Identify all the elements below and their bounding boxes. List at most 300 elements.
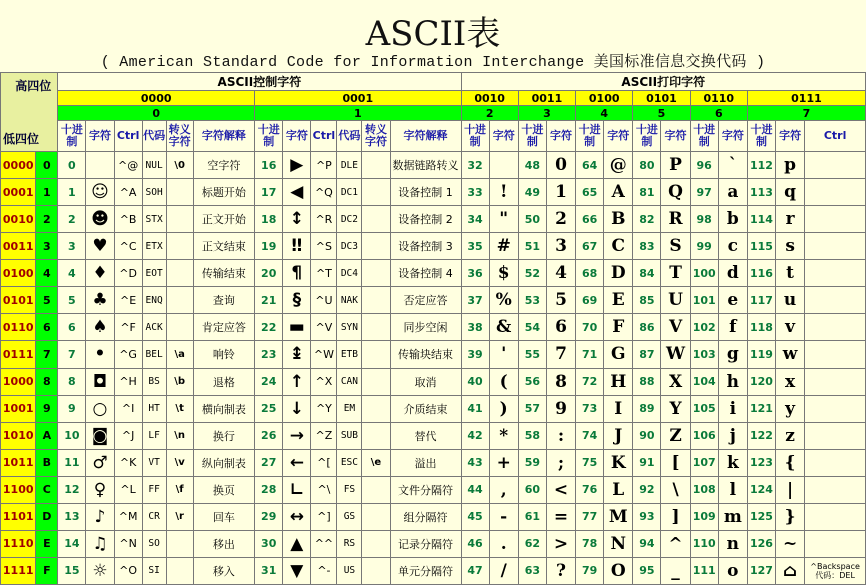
control-description: 取消 <box>390 368 461 395</box>
low-bits-hex: E <box>36 530 58 557</box>
printable-decimal: 83 <box>633 233 661 260</box>
control-ctrl-key: ^R <box>311 206 337 233</box>
low-bits-binary: 0000 <box>1 152 36 179</box>
control-description: 换页 <box>193 476 254 503</box>
low-bits-binary: 0010 <box>1 206 36 233</box>
printable-char: 1 <box>546 179 575 206</box>
printable-char: ^ <box>661 530 690 557</box>
control-escape <box>362 152 390 179</box>
control-description: 单元分隔符 <box>390 557 461 584</box>
table-row <box>1 179 866 206</box>
printable-decimal: 75 <box>576 449 604 476</box>
control-description: 溢出 <box>390 449 461 476</box>
control-code: DC3 <box>337 233 362 260</box>
high-col-0: 0 <box>58 106 255 121</box>
printable-decimal: 69 <box>576 287 604 314</box>
printable-char: @ <box>604 152 633 179</box>
control-escape <box>362 476 390 503</box>
subheader-printable-1: 字符 <box>776 121 805 152</box>
low-bits-hex: 8 <box>36 368 58 395</box>
control-code: FF <box>142 476 166 503</box>
high-bits-0110: 0110 <box>690 91 747 106</box>
printable-char: $ <box>489 260 518 287</box>
control-code: DC4 <box>337 260 362 287</box>
printable-char: a <box>718 179 747 206</box>
printable-char: b <box>718 206 747 233</box>
control-code: SYN <box>337 314 362 341</box>
table-row <box>1 476 866 503</box>
control-char: ← <box>283 449 311 476</box>
table-row <box>1 530 866 557</box>
printable-char: 0 <box>546 152 575 179</box>
printable-decimal: 39 <box>461 341 489 368</box>
control-description: 移出 <box>193 530 254 557</box>
printable-char: T <box>661 260 690 287</box>
printable-char: E <box>604 287 633 314</box>
printable-char: ⌂ <box>776 557 805 584</box>
control-char: ○ <box>86 395 114 422</box>
printable-char: e <box>718 287 747 314</box>
control-description: 设备控制 4 <box>390 260 461 287</box>
printable-decimal: 121 <box>747 395 775 422</box>
printable-decimal: 81 <box>633 179 661 206</box>
printable-decimal: 112 <box>747 152 775 179</box>
last-ctrl-empty <box>805 341 866 368</box>
control-escape: \a <box>166 341 193 368</box>
printable-section-header: ASCII打印字符 <box>461 73 866 91</box>
subheader-printable-1: 字符 <box>661 121 690 152</box>
printable-decimal: 100 <box>690 260 718 287</box>
control-char: ‼ <box>283 233 311 260</box>
control-description: 换行 <box>193 422 254 449</box>
printable-decimal: 38 <box>461 314 489 341</box>
control-char: ◙ <box>86 422 114 449</box>
printable-char: J <box>604 422 633 449</box>
printable-char: m <box>718 503 747 530</box>
control-code: FS <box>337 476 362 503</box>
subheader-last-ctrl: Ctrl <box>805 121 866 152</box>
control-code: ETB <box>337 341 362 368</box>
control-decimal: 17 <box>255 179 283 206</box>
last-ctrl-empty <box>805 287 866 314</box>
control-escape <box>362 287 390 314</box>
corner-header <box>1 73 58 152</box>
printable-decimal: 113 <box>747 179 775 206</box>
control-description: 介质结束 <box>390 395 461 422</box>
control-ctrl-key: ^\ <box>311 476 337 503</box>
printable-decimal: 98 <box>690 206 718 233</box>
last-ctrl-empty <box>805 476 866 503</box>
printable-char: ` <box>718 152 747 179</box>
subheader-printable-0: 十进制 <box>690 121 718 152</box>
printable-char: q <box>776 179 805 206</box>
control-description: 肯定应答 <box>193 314 254 341</box>
printable-char: t <box>776 260 805 287</box>
control-ctrl-key: ^G <box>114 341 142 368</box>
control-ctrl-key: ^X <box>311 368 337 395</box>
printable-decimal: 86 <box>633 314 661 341</box>
control-ctrl-key: ^B <box>114 206 142 233</box>
subheader-control-1: 字符 <box>86 121 114 152</box>
subheader-control-1: 字符 <box>283 121 311 152</box>
control-escape <box>362 530 390 557</box>
control-description: 记录分隔符 <box>390 530 461 557</box>
control-code: STX <box>142 206 166 233</box>
subheader-control-2: Ctrl <box>311 121 337 152</box>
printable-char: r <box>776 206 805 233</box>
low-bits-binary: 0101 <box>1 287 36 314</box>
printable-char: B <box>604 206 633 233</box>
printable-decimal: 85 <box>633 287 661 314</box>
control-code: DLE <box>337 152 362 179</box>
printable-decimal: 123 <box>747 449 775 476</box>
printable-char: 6 <box>546 314 575 341</box>
printable-char: O <box>604 557 633 584</box>
control-ctrl-key: ^V <box>311 314 337 341</box>
table-row <box>1 557 866 584</box>
printable-char: 2 <box>546 206 575 233</box>
printable-decimal: 101 <box>690 287 718 314</box>
printable-decimal: 66 <box>576 206 604 233</box>
printable-char: V <box>661 314 690 341</box>
high-col-2: 2 <box>461 106 518 121</box>
low-bits-hex: A <box>36 422 58 449</box>
control-ctrl-key: ^^ <box>311 530 337 557</box>
page-subtitle: ( American Standard Code for Information Interchange 美国标准信息交换代码 ) <box>100 54 766 71</box>
low-bits-binary: 0011 <box>1 233 36 260</box>
printable-char: I <box>604 395 633 422</box>
control-char: ♀ <box>86 476 114 503</box>
control-escape: \0 <box>166 152 193 179</box>
control-ctrl-key: ^@ <box>114 152 142 179</box>
subheader-printable-0: 十进制 <box>461 121 489 152</box>
control-escape: \f <box>166 476 193 503</box>
control-decimal: 11 <box>58 449 86 476</box>
control-code: EOT <box>142 260 166 287</box>
printable-decimal: 117 <box>747 287 775 314</box>
printable-decimal: 51 <box>518 233 546 260</box>
low-bits-hex: 1 <box>36 179 58 206</box>
control-escape <box>362 314 390 341</box>
printable-char: o <box>718 557 747 584</box>
printable-char: x <box>776 368 805 395</box>
printable-char: 9 <box>546 395 575 422</box>
printable-char: _ <box>661 557 690 584</box>
subheader-printable-1: 字符 <box>604 121 633 152</box>
low-bits-binary: 1010 <box>1 422 36 449</box>
table-row <box>1 341 866 368</box>
printable-char: g <box>718 341 747 368</box>
control-char: • <box>86 341 114 368</box>
last-ctrl-empty <box>805 233 866 260</box>
printable-decimal: 35 <box>461 233 489 260</box>
printable-char: 8 <box>546 368 575 395</box>
printable-char: G <box>604 341 633 368</box>
control-decimal: 23 <box>255 341 283 368</box>
printable-decimal: 89 <box>633 395 661 422</box>
subheader-control-0: 十进制 <box>58 121 86 152</box>
control-ctrl-key: ^] <box>311 503 337 530</box>
printable-decimal: 60 <box>518 476 546 503</box>
control-char: ↓ <box>283 395 311 422</box>
printable-decimal: 78 <box>576 530 604 557</box>
printable-char: F <box>604 314 633 341</box>
high-col-5: 5 <box>633 106 690 121</box>
control-ctrl-key: ^Y <box>311 395 337 422</box>
printable-decimal: 71 <box>576 341 604 368</box>
control-char: ▬ <box>283 314 311 341</box>
printable-char: d <box>718 260 747 287</box>
control-char: ¶ <box>283 260 311 287</box>
control-ctrl-key: ^T <box>311 260 337 287</box>
control-decimal: 26 <box>255 422 283 449</box>
control-code: ACK <box>142 314 166 341</box>
printable-char: S <box>661 233 690 260</box>
printable-char: > <box>546 530 575 557</box>
printable-char: \ <box>661 476 690 503</box>
control-escape <box>362 557 390 584</box>
ascii-table <box>0 72 866 585</box>
control-decimal: 25 <box>255 395 283 422</box>
printable-char: { <box>776 449 805 476</box>
printable-char: z <box>776 422 805 449</box>
printable-decimal: 122 <box>747 422 775 449</box>
low-bits-binary: 1111 <box>1 557 36 584</box>
printable-decimal: 40 <box>461 368 489 395</box>
control-section-header: ASCII控制字符 <box>58 73 461 91</box>
printable-decimal: 124 <box>747 476 775 503</box>
last-ctrl-empty <box>805 260 866 287</box>
printable-char: c <box>718 233 747 260</box>
printable-char: D <box>604 260 633 287</box>
subheader-control-0: 十进制 <box>255 121 283 152</box>
printable-char: ~ <box>776 530 805 557</box>
last-ctrl-empty <box>805 152 866 179</box>
table-row <box>1 503 866 530</box>
high-col-3: 3 <box>518 106 575 121</box>
control-description: 空字符 <box>193 152 254 179</box>
printable-decimal: 96 <box>690 152 718 179</box>
printable-char: y <box>776 395 805 422</box>
subheader-control-5: 字符解释 <box>390 121 461 152</box>
control-code: ETX <box>142 233 166 260</box>
control-ctrl-key: ^D <box>114 260 142 287</box>
control-decimal: 27 <box>255 449 283 476</box>
control-escape: \r <box>166 503 193 530</box>
high-bits-0011: 0011 <box>518 91 575 106</box>
printable-decimal: 120 <box>747 368 775 395</box>
subheader-printable-0: 十进制 <box>633 121 661 152</box>
printable-decimal: 61 <box>518 503 546 530</box>
printable-decimal: 97 <box>690 179 718 206</box>
printable-decimal: 105 <box>690 395 718 422</box>
control-char: ☼ <box>86 557 114 584</box>
control-description: 否定应答 <box>390 287 461 314</box>
control-escape <box>362 503 390 530</box>
printable-char: * <box>489 422 518 449</box>
printable-char: v <box>776 314 805 341</box>
control-ctrl-key: ^E <box>114 287 142 314</box>
subheader-printable-1: 字符 <box>546 121 575 152</box>
control-char: ↑ <box>283 368 311 395</box>
low-bits-hex: C <box>36 476 58 503</box>
subheader-printable-0: 十进制 <box>747 121 775 152</box>
control-decimal: 9 <box>58 395 86 422</box>
control-decimal: 24 <box>255 368 283 395</box>
control-decimal: 6 <box>58 314 86 341</box>
control-ctrl-key: ^Q <box>311 179 337 206</box>
del-note: ^Backspace 代码：DEL <box>805 557 866 584</box>
printable-decimal: 119 <box>747 341 775 368</box>
high-bits-0010: 0010 <box>461 91 518 106</box>
control-escape <box>362 341 390 368</box>
control-code: NUL <box>142 152 166 179</box>
table-row <box>1 314 866 341</box>
printable-decimal: 37 <box>461 287 489 314</box>
printable-decimal: 77 <box>576 503 604 530</box>
control-code: DC1 <box>337 179 362 206</box>
printable-char: K <box>604 449 633 476</box>
printable-decimal: 55 <box>518 341 546 368</box>
control-decimal: 22 <box>255 314 283 341</box>
printable-char: C <box>604 233 633 260</box>
table-row <box>1 233 866 260</box>
control-char: ♣ <box>86 287 114 314</box>
high-col-4: 4 <box>576 106 633 121</box>
control-description: 传输块结束 <box>390 341 461 368</box>
control-description: 正文结束 <box>193 233 254 260</box>
control-code: SI <box>142 557 166 584</box>
low-bits-binary: 1011 <box>1 449 36 476</box>
control-char: ♠ <box>86 314 114 341</box>
printable-decimal: 93 <box>633 503 661 530</box>
control-decimal: 4 <box>58 260 86 287</box>
control-ctrl-key: ^L <box>114 476 142 503</box>
control-char: ▶ <box>283 152 311 179</box>
printable-char: R <box>661 206 690 233</box>
control-ctrl-key: ^- <box>311 557 337 584</box>
control-decimal: 31 <box>255 557 283 584</box>
subheader-control-3: 代码 <box>337 121 362 152</box>
printable-char: X <box>661 368 690 395</box>
printable-char: | <box>776 476 805 503</box>
low-bits-hex: 6 <box>36 314 58 341</box>
printable-decimal: 53 <box>518 287 546 314</box>
control-decimal: 3 <box>58 233 86 260</box>
printable-decimal: 127 <box>747 557 775 584</box>
subheader-control-5: 字符解释 <box>193 121 254 152</box>
control-code: NAK <box>337 287 362 314</box>
control-decimal: 12 <box>58 476 86 503</box>
subheader-printable-1: 字符 <box>718 121 747 152</box>
printable-decimal: 103 <box>690 341 718 368</box>
control-escape: \v <box>166 449 193 476</box>
printable-decimal: 65 <box>576 179 604 206</box>
control-ctrl-key: ^N <box>114 530 142 557</box>
printable-decimal: 50 <box>518 206 546 233</box>
low-bits-hex: 5 <box>36 287 58 314</box>
control-description: 横向制表 <box>193 395 254 422</box>
control-char: ♦ <box>86 260 114 287</box>
control-decimal: 20 <box>255 260 283 287</box>
printable-decimal: 76 <box>576 476 604 503</box>
printable-char: : <box>546 422 575 449</box>
control-description: 数据链路转义 <box>390 152 461 179</box>
last-ctrl-empty <box>805 530 866 557</box>
printable-decimal: 87 <box>633 341 661 368</box>
printable-char: p <box>776 152 805 179</box>
low-bits-binary: 0100 <box>1 260 36 287</box>
printable-decimal: 115 <box>747 233 775 260</box>
printable-char <box>489 152 518 179</box>
printable-char: . <box>489 530 518 557</box>
printable-decimal: 43 <box>461 449 489 476</box>
control-decimal: 15 <box>58 557 86 584</box>
last-ctrl-empty <box>805 395 866 422</box>
printable-char: f <box>718 314 747 341</box>
control-decimal: 5 <box>58 287 86 314</box>
printable-char: s <box>776 233 805 260</box>
low-bits-binary: 0110 <box>1 314 36 341</box>
high-bits-0100: 0100 <box>576 91 633 106</box>
control-description: 标题开始 <box>193 179 254 206</box>
printable-decimal: 106 <box>690 422 718 449</box>
control-decimal: 18 <box>255 206 283 233</box>
printable-char: ] <box>661 503 690 530</box>
printable-decimal: 108 <box>690 476 718 503</box>
table-row <box>1 395 866 422</box>
printable-char: # <box>489 233 518 260</box>
low-bits-hex: 7 <box>36 341 58 368</box>
control-char: ↕ <box>283 206 311 233</box>
subheader-printable-1: 字符 <box>489 121 518 152</box>
high-col-7: 7 <box>747 106 865 121</box>
control-escape <box>362 233 390 260</box>
control-char: ◀ <box>283 179 311 206</box>
last-ctrl-empty <box>805 206 866 233</box>
printable-decimal: 34 <box>461 206 489 233</box>
control-decimal: 8 <box>58 368 86 395</box>
low-bits-binary: 1001 <box>1 395 36 422</box>
table-row <box>1 260 866 287</box>
table-row <box>1 152 866 179</box>
control-decimal: 7 <box>58 341 86 368</box>
control-ctrl-key: ^I <box>114 395 142 422</box>
low-bits-hex: 0 <box>36 152 58 179</box>
printable-char: 3 <box>546 233 575 260</box>
control-decimal: 1 <box>58 179 86 206</box>
printable-decimal: 92 <box>633 476 661 503</box>
printable-char: } <box>776 503 805 530</box>
printable-decimal: 57 <box>518 395 546 422</box>
printable-decimal: 47 <box>461 557 489 584</box>
printable-decimal: 114 <box>747 206 775 233</box>
printable-decimal: 41 <box>461 395 489 422</box>
control-description: 传输结束 <box>193 260 254 287</box>
printable-decimal: 72 <box>576 368 604 395</box>
control-escape <box>166 260 193 287</box>
printable-decimal: 80 <box>633 152 661 179</box>
control-escape <box>166 557 193 584</box>
control-escape <box>166 314 193 341</box>
control-code: DC2 <box>337 206 362 233</box>
control-char: ♂ <box>86 449 114 476</box>
subheader-printable-0: 十进制 <box>518 121 546 152</box>
printable-decimal: 70 <box>576 314 604 341</box>
control-description: 回车 <box>193 503 254 530</box>
printable-char: 7 <box>546 341 575 368</box>
high-col-1: 1 <box>255 106 461 121</box>
